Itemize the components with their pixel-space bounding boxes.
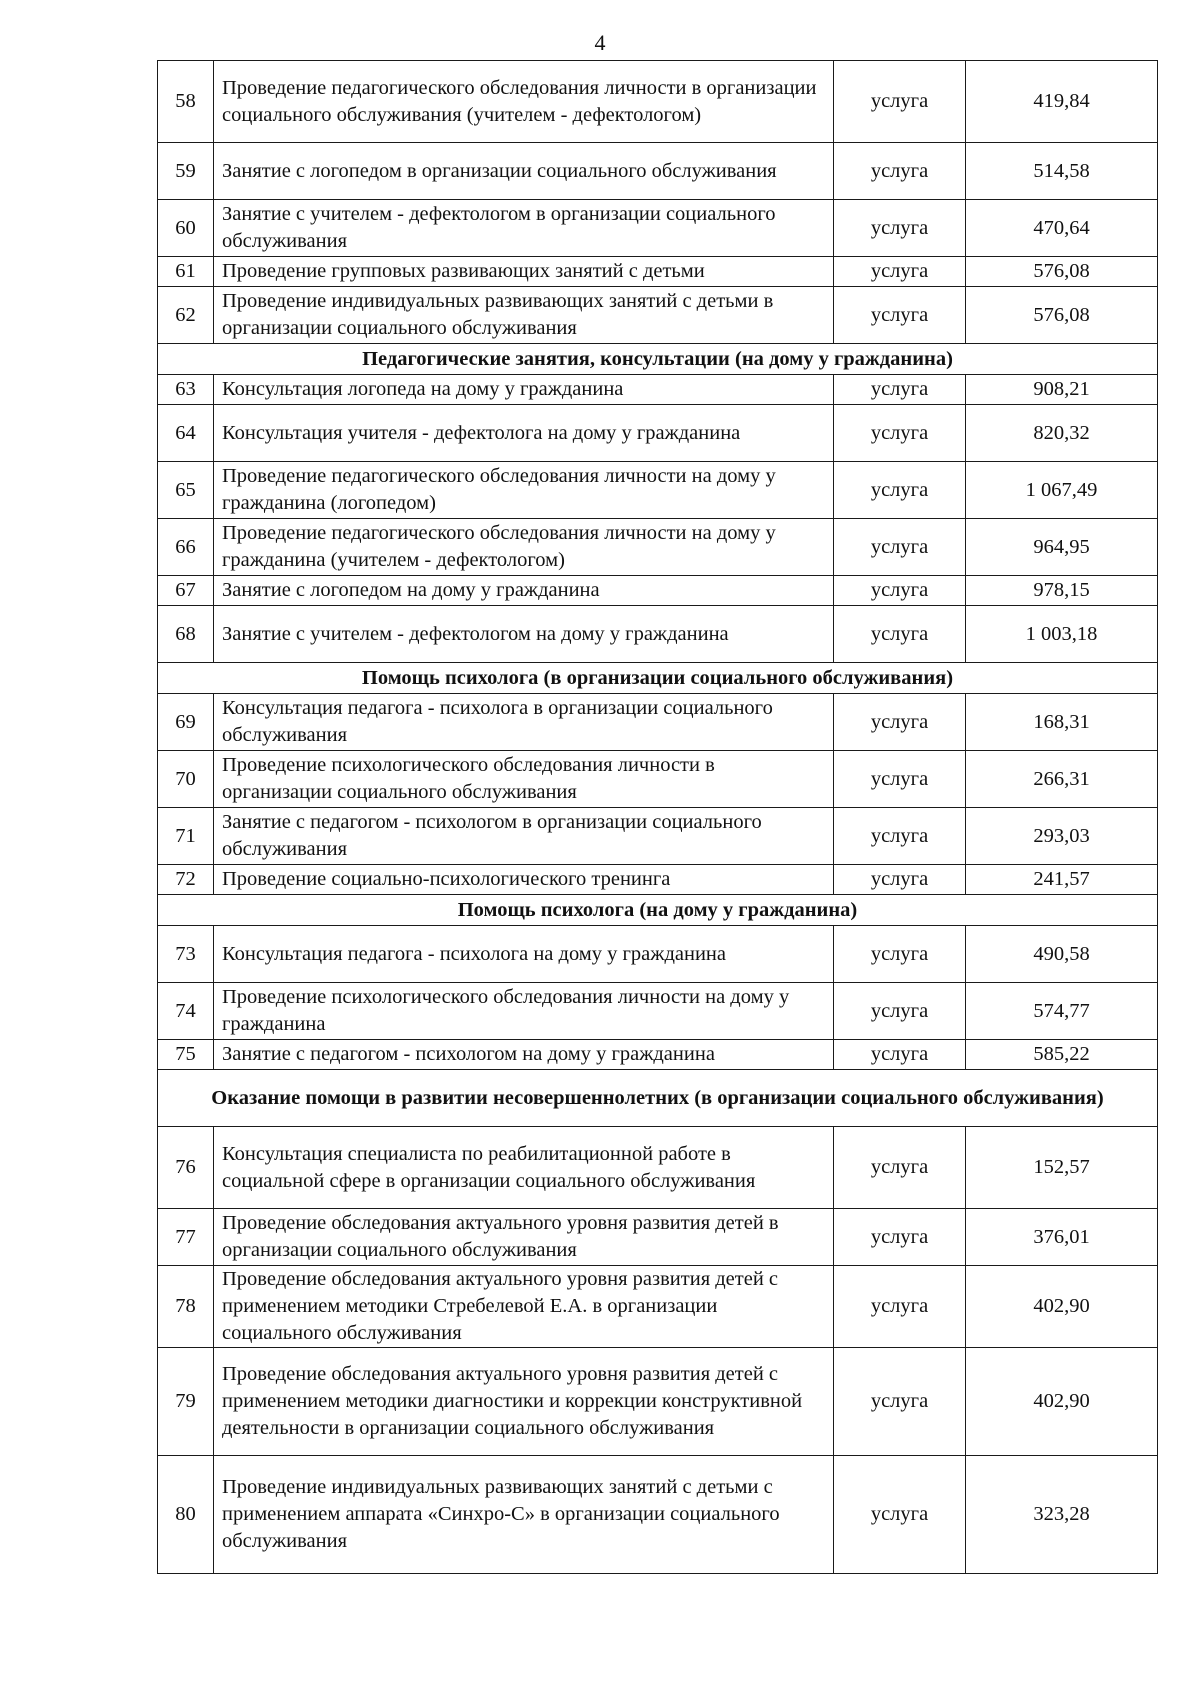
unit-cell: услуга (834, 865, 966, 895)
page-number: 4 (594, 30, 606, 55)
unit-cell: услуга (834, 61, 966, 143)
table-row (158, 926, 1158, 983)
unit-cell: услуга (834, 405, 966, 462)
row-number: 58 (158, 61, 214, 143)
price-cell: 1 003,18 (966, 606, 1158, 663)
section-title: Помощь психолога (на дому у гражданина) (158, 895, 1158, 926)
section-header-row (158, 663, 1158, 694)
unit-cell: услуга (834, 1040, 966, 1070)
table-row (158, 257, 1158, 287)
table-row (158, 405, 1158, 462)
table-row (158, 287, 1158, 344)
section-title: Педагогические занятия, консультации (на дому у гражданина) (158, 344, 1158, 375)
price-cell: 514,58 (966, 143, 1158, 200)
price-cell: 964,95 (966, 519, 1158, 576)
price-table-body (158, 61, 1158, 1574)
unit-cell: услуга (834, 751, 966, 808)
section-header-row (158, 344, 1158, 375)
price-cell: 419,84 (966, 61, 1158, 143)
unit-cell: услуга (834, 375, 966, 405)
service-name: Занятие с учителем - дефектологом в организации социального обслуживания (214, 200, 834, 257)
section-header-row (158, 1070, 1158, 1127)
row-number: 79 (158, 1348, 214, 1456)
price-cell: 152,57 (966, 1127, 1158, 1209)
service-name: Консультация специалиста по реабилитационной работе в социальной сфере в организации социального обслуживания (214, 1127, 834, 1209)
row-number: 74 (158, 983, 214, 1040)
service-name: Проведение обследования актуального уровня развития детей с применением методики Стребелевой Е.А. в организации социального обслуживания (214, 1266, 834, 1348)
table-row (158, 808, 1158, 865)
unit-cell: услуга (834, 1456, 966, 1574)
table-row (158, 694, 1158, 751)
price-cell: 168,31 (966, 694, 1158, 751)
service-name: Проведение педагогического обследования личности на дому у гражданина (учителем - дефектологом) (214, 519, 834, 576)
price-cell: 266,31 (966, 751, 1158, 808)
section-header-row (158, 895, 1158, 926)
price-cell: 576,08 (966, 287, 1158, 344)
table-row (158, 462, 1158, 519)
unit-cell: услуга (834, 1266, 966, 1348)
row-number: 63 (158, 375, 214, 405)
unit-cell: услуга (834, 200, 966, 257)
unit-cell: услуга (834, 694, 966, 751)
unit-cell: услуга (834, 606, 966, 663)
price-table (157, 60, 1158, 1574)
price-cell: 1 067,49 (966, 462, 1158, 519)
unit-cell: услуга (834, 576, 966, 606)
table-row (158, 1348, 1158, 1456)
service-name: Проведение групповых развивающих занятий с детьми (214, 257, 834, 287)
unit-cell: услуга (834, 1127, 966, 1209)
unit-cell: услуга (834, 519, 966, 576)
unit-cell: услуга (834, 1348, 966, 1456)
table-row (158, 983, 1158, 1040)
row-number: 69 (158, 694, 214, 751)
row-number: 60 (158, 200, 214, 257)
service-name: Консультация учителя - дефектолога на дому у гражданина (214, 405, 834, 462)
table-row (158, 865, 1158, 895)
unit-cell: услуга (834, 808, 966, 865)
row-number: 64 (158, 405, 214, 462)
row-number: 68 (158, 606, 214, 663)
table-row (158, 1456, 1158, 1574)
row-number: 65 (158, 462, 214, 519)
service-name: Проведение индивидуальных развивающих занятий с детьми в организации социального обслуживания (214, 287, 834, 344)
row-number: 67 (158, 576, 214, 606)
row-number: 80 (158, 1456, 214, 1574)
service-name: Проведение индивидуальных развивающих занятий с детьми с применением аппарата «Синхро-С» в организации социального обслуживания (214, 1456, 834, 1574)
service-name: Занятие с педагогом - психологом на дому у гражданина (214, 1040, 834, 1070)
row-number: 66 (158, 519, 214, 576)
table-row (158, 143, 1158, 200)
row-number: 73 (158, 926, 214, 983)
table-row (158, 1266, 1158, 1348)
price-cell: 293,03 (966, 808, 1158, 865)
table-row (158, 606, 1158, 663)
price-cell: 576,08 (966, 257, 1158, 287)
section-title: Оказание помощи в развитии несовершеннолетних (в организации социального обслуживания) (158, 1070, 1158, 1127)
service-name: Проведение психологического обследования личности на дому у гражданина (214, 983, 834, 1040)
price-cell: 241,57 (966, 865, 1158, 895)
price-cell: 574,77 (966, 983, 1158, 1040)
service-name: Проведение социально-психологического тренинга (214, 865, 834, 895)
unit-cell: услуга (834, 287, 966, 344)
row-number: 78 (158, 1266, 214, 1348)
row-number: 76 (158, 1127, 214, 1209)
price-cell: 402,90 (966, 1266, 1158, 1348)
service-name: Занятие с логопедом в организации социального обслуживания (214, 143, 834, 200)
price-cell: 470,64 (966, 200, 1158, 257)
service-name: Консультация логопеда на дому у гражданина (214, 375, 834, 405)
price-cell: 323,28 (966, 1456, 1158, 1574)
unit-cell: услуга (834, 1209, 966, 1266)
table-row (158, 519, 1158, 576)
service-name: Проведение психологического обследования личности в организации социального обслуживания (214, 751, 834, 808)
table-row (158, 576, 1158, 606)
price-cell: 585,22 (966, 1040, 1158, 1070)
unit-cell: услуга (834, 257, 966, 287)
unit-cell: услуга (834, 143, 966, 200)
price-cell: 908,21 (966, 375, 1158, 405)
price-cell: 376,01 (966, 1209, 1158, 1266)
row-number: 75 (158, 1040, 214, 1070)
unit-cell: услуга (834, 926, 966, 983)
section-title: Помощь психолога (в организации социального обслуживания) (158, 663, 1158, 694)
row-number: 77 (158, 1209, 214, 1266)
service-name: Занятие с учителем - дефектологом на дому у гражданина (214, 606, 834, 663)
service-name: Занятие с логопедом на дому у гражданина (214, 576, 834, 606)
unit-cell: услуга (834, 462, 966, 519)
table-row (158, 61, 1158, 143)
table-row (158, 1040, 1158, 1070)
service-name: Проведение педагогического обследования личности на дому у гражданина (логопедом) (214, 462, 834, 519)
row-number: 62 (158, 287, 214, 344)
service-name: Проведение обследования актуального уровня развития детей в организации социального обслуживания (214, 1209, 834, 1266)
row-number: 59 (158, 143, 214, 200)
table-row (158, 751, 1158, 808)
row-number: 72 (158, 865, 214, 895)
service-name: Консультация педагога - психолога в организации социального обслуживания (214, 694, 834, 751)
table-row (158, 375, 1158, 405)
price-cell: 820,32 (966, 405, 1158, 462)
service-name: Проведение педагогического обследования личности в организации социального обслуживания (учителем - дефектологом) (214, 61, 834, 143)
service-name: Занятие с педагогом - психологом в организации социального обслуживания (214, 808, 834, 865)
row-number: 71 (158, 808, 214, 865)
table-row (158, 200, 1158, 257)
service-name: Проведение обследования актуального уровня развития детей с применением методики диагностики и коррекции конструктивной деятельности в организации социального обслуживания (214, 1348, 834, 1456)
row-number: 70 (158, 751, 214, 808)
price-cell: 490,58 (966, 926, 1158, 983)
table-row (158, 1209, 1158, 1266)
service-name: Консультация педагога - психолога на дому у гражданина (214, 926, 834, 983)
price-cell: 978,15 (966, 576, 1158, 606)
row-number: 61 (158, 257, 214, 287)
unit-cell: услуга (834, 983, 966, 1040)
price-cell: 402,90 (966, 1348, 1158, 1456)
table-row (158, 1127, 1158, 1209)
